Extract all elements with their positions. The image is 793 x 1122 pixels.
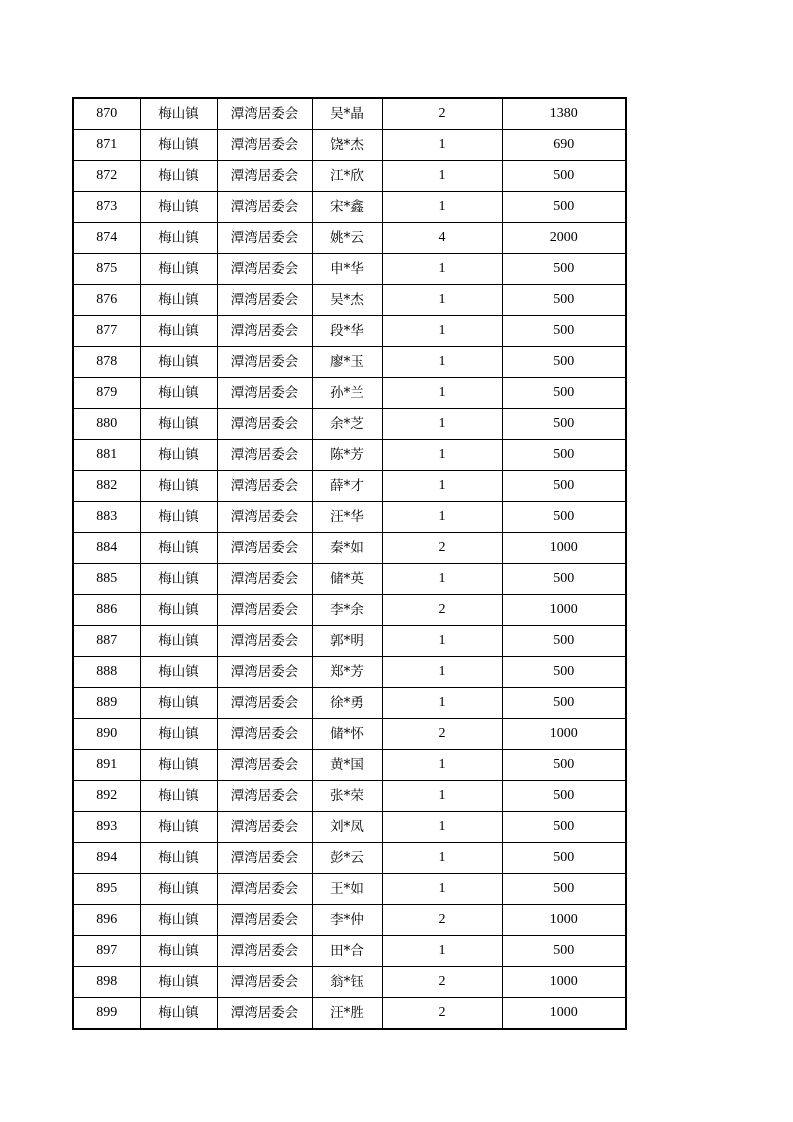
amount-cell: 500 xyxy=(502,812,626,843)
count-cell: 2 xyxy=(382,905,502,936)
row-number-cell: 882 xyxy=(73,471,140,502)
town-cell: 梅山镇 xyxy=(140,254,217,285)
table-row xyxy=(73,471,626,502)
count-cell: 1 xyxy=(382,781,502,812)
town-cell: 梅山镇 xyxy=(140,874,217,905)
row-number-cell: 897 xyxy=(73,936,140,967)
amount-cell: 500 xyxy=(502,347,626,378)
row-number-cell: 889 xyxy=(73,688,140,719)
committee-cell: 潭湾居委会 xyxy=(217,781,312,812)
row-number-cell: 888 xyxy=(73,657,140,688)
table-row xyxy=(73,626,626,657)
row-number-cell: 870 xyxy=(73,98,140,130)
table-row xyxy=(73,533,626,564)
amount-cell: 500 xyxy=(502,936,626,967)
name-cell: 郭*明 xyxy=(312,626,382,657)
committee-cell: 潭湾居委会 xyxy=(217,347,312,378)
town-cell: 梅山镇 xyxy=(140,595,217,626)
name-cell: 刘*凤 xyxy=(312,812,382,843)
committee-cell: 潭湾居委会 xyxy=(217,936,312,967)
table-row xyxy=(73,98,626,130)
name-cell: 黄*国 xyxy=(312,750,382,781)
row-number-cell: 899 xyxy=(73,998,140,1030)
amount-cell: 500 xyxy=(502,285,626,316)
name-cell: 李*余 xyxy=(312,595,382,626)
row-number-cell: 896 xyxy=(73,905,140,936)
count-cell: 1 xyxy=(382,378,502,409)
table-row xyxy=(73,998,626,1030)
committee-cell: 潭湾居委会 xyxy=(217,254,312,285)
town-cell: 梅山镇 xyxy=(140,192,217,223)
town-cell: 梅山镇 xyxy=(140,533,217,564)
row-number-cell: 885 xyxy=(73,564,140,595)
count-cell: 1 xyxy=(382,161,502,192)
table-row xyxy=(73,595,626,626)
table-row xyxy=(73,781,626,812)
committee-cell: 潭湾居委会 xyxy=(217,409,312,440)
committee-cell: 潭湾居委会 xyxy=(217,657,312,688)
count-cell: 1 xyxy=(382,843,502,874)
town-cell: 梅山镇 xyxy=(140,905,217,936)
count-cell: 1 xyxy=(382,750,502,781)
count-cell: 1 xyxy=(382,564,502,595)
row-number-cell: 874 xyxy=(73,223,140,254)
count-cell: 1 xyxy=(382,316,502,347)
row-number-cell: 884 xyxy=(73,533,140,564)
row-number-cell: 886 xyxy=(73,595,140,626)
committee-cell: 潭湾居委会 xyxy=(217,378,312,409)
amount-cell: 1380 xyxy=(502,98,626,130)
name-cell: 王*如 xyxy=(312,874,382,905)
amount-cell: 1000 xyxy=(502,533,626,564)
committee-cell: 潭湾居委会 xyxy=(217,192,312,223)
committee-cell: 潭湾居委会 xyxy=(217,874,312,905)
town-cell: 梅山镇 xyxy=(140,812,217,843)
table-row xyxy=(73,192,626,223)
amount-cell: 1000 xyxy=(502,719,626,750)
amount-cell: 500 xyxy=(502,657,626,688)
count-cell: 1 xyxy=(382,347,502,378)
count-cell: 2 xyxy=(382,533,502,564)
town-cell: 梅山镇 xyxy=(140,161,217,192)
count-cell: 1 xyxy=(382,657,502,688)
amount-cell: 500 xyxy=(502,378,626,409)
count-cell: 1 xyxy=(382,936,502,967)
amount-cell: 500 xyxy=(502,502,626,533)
town-cell: 梅山镇 xyxy=(140,223,217,254)
table-row xyxy=(73,223,626,254)
table-row xyxy=(73,936,626,967)
committee-cell: 潭湾居委会 xyxy=(217,130,312,161)
town-cell: 梅山镇 xyxy=(140,657,217,688)
row-number-cell: 880 xyxy=(73,409,140,440)
name-cell: 徐*勇 xyxy=(312,688,382,719)
name-cell: 孙*兰 xyxy=(312,378,382,409)
row-number-cell: 898 xyxy=(73,967,140,998)
row-number-cell: 879 xyxy=(73,378,140,409)
row-number-cell: 873 xyxy=(73,192,140,223)
table-row xyxy=(73,657,626,688)
name-cell: 薛*才 xyxy=(312,471,382,502)
committee-cell: 潭湾居委会 xyxy=(217,998,312,1030)
table-row xyxy=(73,502,626,533)
table-row xyxy=(73,285,626,316)
table-row xyxy=(73,967,626,998)
table-row xyxy=(73,409,626,440)
amount-cell: 500 xyxy=(502,440,626,471)
town-cell: 梅山镇 xyxy=(140,719,217,750)
committee-cell: 潭湾居委会 xyxy=(217,98,312,130)
count-cell: 1 xyxy=(382,285,502,316)
town-cell: 梅山镇 xyxy=(140,409,217,440)
town-cell: 梅山镇 xyxy=(140,781,217,812)
amount-cell: 500 xyxy=(502,409,626,440)
amount-cell: 500 xyxy=(502,750,626,781)
town-cell: 梅山镇 xyxy=(140,378,217,409)
amount-cell: 500 xyxy=(502,564,626,595)
count-cell: 1 xyxy=(382,502,502,533)
amount-cell: 1000 xyxy=(502,905,626,936)
name-cell: 汪*华 xyxy=(312,502,382,533)
committee-cell: 潭湾居委会 xyxy=(217,223,312,254)
name-cell: 汪*胜 xyxy=(312,998,382,1030)
table-row xyxy=(73,750,626,781)
count-cell: 1 xyxy=(382,812,502,843)
amount-cell: 500 xyxy=(502,874,626,905)
committee-cell: 潭湾居委会 xyxy=(217,533,312,564)
row-number-cell: 871 xyxy=(73,130,140,161)
amount-cell: 1000 xyxy=(502,595,626,626)
town-cell: 梅山镇 xyxy=(140,564,217,595)
amount-cell: 500 xyxy=(502,471,626,502)
table-row xyxy=(73,440,626,471)
committee-cell: 潭湾居委会 xyxy=(217,161,312,192)
committee-cell: 潭湾居委会 xyxy=(217,688,312,719)
name-cell: 吴*晶 xyxy=(312,98,382,130)
name-cell: 翁*钰 xyxy=(312,967,382,998)
count-cell: 2 xyxy=(382,98,502,130)
name-cell: 储*英 xyxy=(312,564,382,595)
committee-cell: 潭湾居委会 xyxy=(217,843,312,874)
count-cell: 1 xyxy=(382,874,502,905)
row-number-cell: 878 xyxy=(73,347,140,378)
name-cell: 姚*云 xyxy=(312,223,382,254)
name-cell: 李*仲 xyxy=(312,905,382,936)
row-number-cell: 895 xyxy=(73,874,140,905)
town-cell: 梅山镇 xyxy=(140,843,217,874)
committee-cell: 潭湾居委会 xyxy=(217,564,312,595)
committee-cell: 潭湾居委会 xyxy=(217,905,312,936)
count-cell: 1 xyxy=(382,254,502,285)
committee-cell: 潭湾居委会 xyxy=(217,812,312,843)
table-row xyxy=(73,564,626,595)
amount-cell: 500 xyxy=(502,161,626,192)
committee-cell: 潭湾居委会 xyxy=(217,502,312,533)
row-number-cell: 875 xyxy=(73,254,140,285)
name-cell: 廖*玉 xyxy=(312,347,382,378)
count-cell: 2 xyxy=(382,998,502,1030)
row-number-cell: 891 xyxy=(73,750,140,781)
town-cell: 梅山镇 xyxy=(140,626,217,657)
committee-cell: 潭湾居委会 xyxy=(217,626,312,657)
table-row xyxy=(73,316,626,347)
name-cell: 申*华 xyxy=(312,254,382,285)
count-cell: 1 xyxy=(382,471,502,502)
town-cell: 梅山镇 xyxy=(140,130,217,161)
name-cell: 段*华 xyxy=(312,316,382,347)
table-body xyxy=(73,98,626,1029)
row-number-cell: 890 xyxy=(73,719,140,750)
name-cell: 宋*鑫 xyxy=(312,192,382,223)
town-cell: 梅山镇 xyxy=(140,316,217,347)
table-row xyxy=(73,130,626,161)
row-number-cell: 892 xyxy=(73,781,140,812)
name-cell: 张*荣 xyxy=(312,781,382,812)
row-number-cell: 887 xyxy=(73,626,140,657)
row-number-cell: 881 xyxy=(73,440,140,471)
town-cell: 梅山镇 xyxy=(140,98,217,130)
town-cell: 梅山镇 xyxy=(140,998,217,1030)
table-row xyxy=(73,843,626,874)
name-cell: 秦*如 xyxy=(312,533,382,564)
amount-cell: 1000 xyxy=(502,967,626,998)
town-cell: 梅山镇 xyxy=(140,347,217,378)
count-cell: 4 xyxy=(382,223,502,254)
count-cell: 1 xyxy=(382,409,502,440)
committee-cell: 潭湾居委会 xyxy=(217,471,312,502)
name-cell: 田*合 xyxy=(312,936,382,967)
table-row xyxy=(73,161,626,192)
town-cell: 梅山镇 xyxy=(140,285,217,316)
table-row xyxy=(73,905,626,936)
table-row xyxy=(73,688,626,719)
row-number-cell: 876 xyxy=(73,285,140,316)
town-cell: 梅山镇 xyxy=(140,967,217,998)
table-row xyxy=(73,719,626,750)
count-cell: 1 xyxy=(382,626,502,657)
committee-cell: 潭湾居委会 xyxy=(217,440,312,471)
town-cell: 梅山镇 xyxy=(140,750,217,781)
amount-cell: 1000 xyxy=(502,998,626,1030)
count-cell: 1 xyxy=(382,440,502,471)
table-row xyxy=(73,874,626,905)
committee-cell: 潭湾居委会 xyxy=(217,719,312,750)
amount-cell: 690 xyxy=(502,130,626,161)
name-cell: 余*芝 xyxy=(312,409,382,440)
table-row xyxy=(73,254,626,285)
count-cell: 2 xyxy=(382,719,502,750)
town-cell: 梅山镇 xyxy=(140,936,217,967)
amount-cell: 2000 xyxy=(502,223,626,254)
name-cell: 江*欣 xyxy=(312,161,382,192)
name-cell: 吴*杰 xyxy=(312,285,382,316)
town-cell: 梅山镇 xyxy=(140,688,217,719)
count-cell: 1 xyxy=(382,130,502,161)
row-number-cell: 872 xyxy=(73,161,140,192)
count-cell: 2 xyxy=(382,595,502,626)
count-cell: 1 xyxy=(382,192,502,223)
amount-cell: 500 xyxy=(502,254,626,285)
amount-cell: 500 xyxy=(502,688,626,719)
town-cell: 梅山镇 xyxy=(140,440,217,471)
table-row xyxy=(73,347,626,378)
name-cell: 彭*云 xyxy=(312,843,382,874)
town-cell: 梅山镇 xyxy=(140,471,217,502)
name-cell: 郑*芳 xyxy=(312,657,382,688)
amount-cell: 500 xyxy=(502,781,626,812)
row-number-cell: 894 xyxy=(73,843,140,874)
committee-cell: 潭湾居委会 xyxy=(217,285,312,316)
subsidy-table xyxy=(72,97,627,1030)
committee-cell: 潭湾居委会 xyxy=(217,750,312,781)
count-cell: 2 xyxy=(382,967,502,998)
row-number-cell: 877 xyxy=(73,316,140,347)
count-cell: 1 xyxy=(382,688,502,719)
amount-cell: 500 xyxy=(502,316,626,347)
amount-cell: 500 xyxy=(502,192,626,223)
town-cell: 梅山镇 xyxy=(140,502,217,533)
table-row xyxy=(73,378,626,409)
table-row xyxy=(73,812,626,843)
name-cell: 陈*芳 xyxy=(312,440,382,471)
name-cell: 饶*杰 xyxy=(312,130,382,161)
committee-cell: 潭湾居委会 xyxy=(217,595,312,626)
committee-cell: 潭湾居委会 xyxy=(217,316,312,347)
name-cell: 储*怀 xyxy=(312,719,382,750)
amount-cell: 500 xyxy=(502,626,626,657)
row-number-cell: 893 xyxy=(73,812,140,843)
committee-cell: 潭湾居委会 xyxy=(217,967,312,998)
amount-cell: 500 xyxy=(502,843,626,874)
row-number-cell: 883 xyxy=(73,502,140,533)
